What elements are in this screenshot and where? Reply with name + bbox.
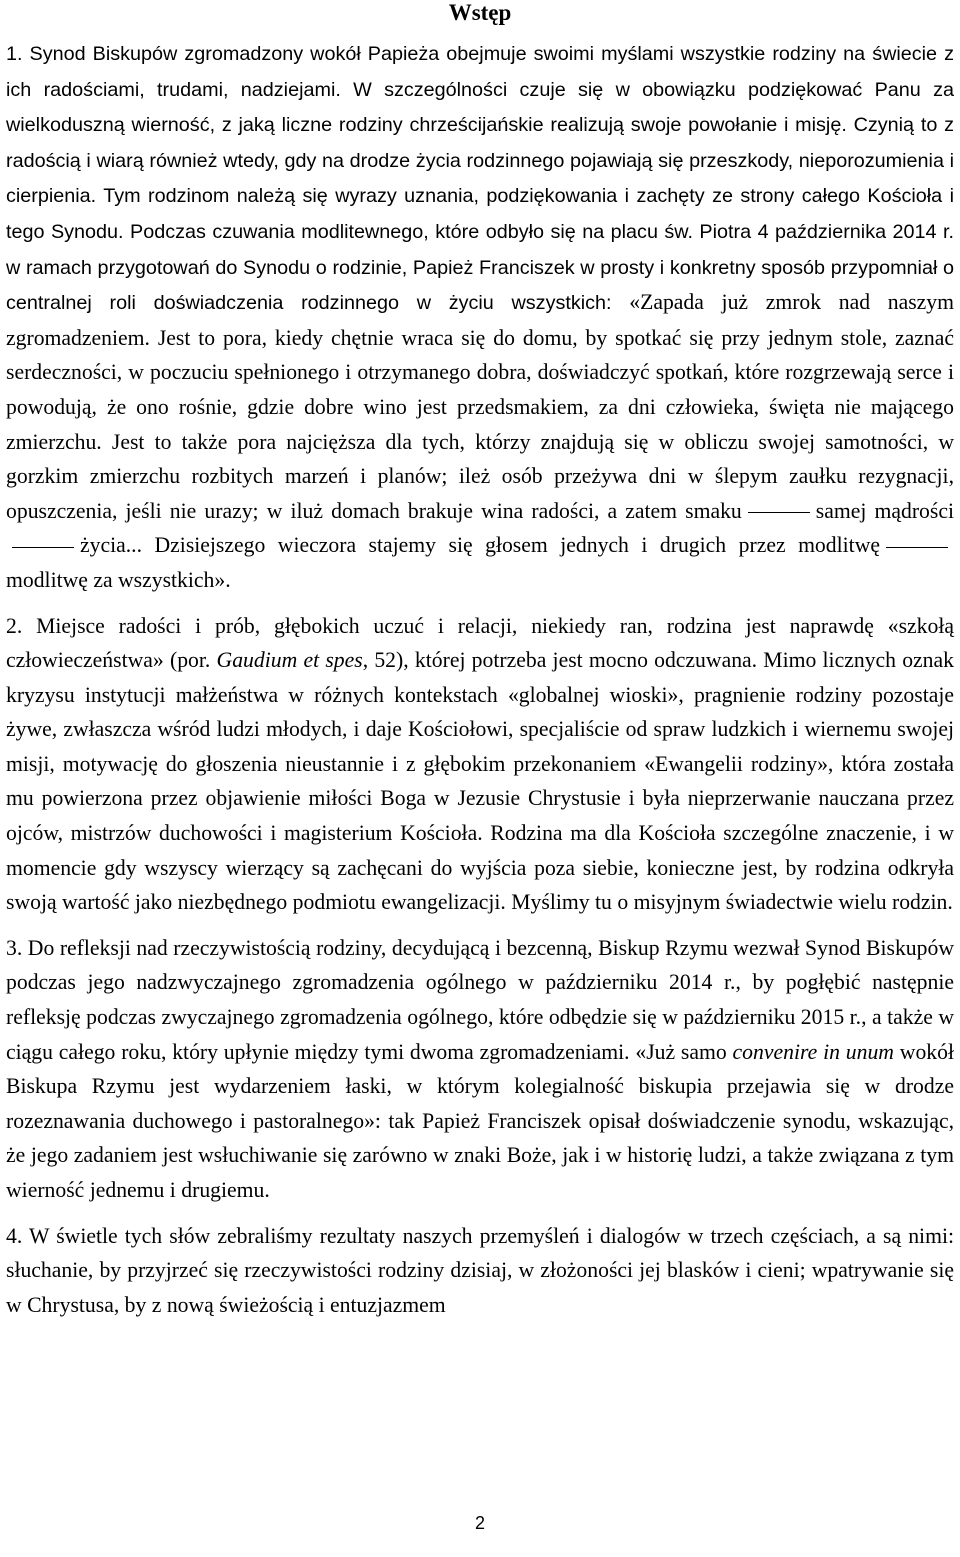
- paragraph-3-text-a: 3. Do refleksji nad rzeczywistością rodziny, decydującą i bezcenną, Biskup Rzymu wezwał Synod Biskupów podczas jego nadzwyczajnego zgromadzenia ogólnego w październiku 2014 r., by pogłębić następnie refleksję podczas zwyczajnego zgromadzenia ogólnego, które odbędzie się w październiku 2015 r., a także w ciągu całego roku, który upłynie między tymi dwoma zgromadzeniami. «Już samo: [6, 935, 954, 1064]
- paragraph-3-text-b: wokół Biskupa Rzymu jest wydarzeniem łaski, w którym kolegialność biskupia przejawia się w drodze rozeznawania duchowego i pastoralnego»: tak Papież Franciszek opisał doświadczenie synodu, wskazując, że jego zadaniem jest wsłuchiwanie się zarówno w znaki Boże, jak i w historię ludzi, a także związana z tym wierność jednemu i drugiemu.: [6, 1039, 954, 1202]
- paragraph-4: [6, 1219, 954, 1323]
- paragraph-1-quote-a: «Zapada już zmrok nad naszym zgromadzeniem. Jest to pora, kiedy chętnie wraca się do domu, by spotkać się przy jednym stole, zaznać serdeczności, w poczuciu spełnionego i otrzymanego dobra, doświadczyć spotkań, które rozgrzewają serce i powodują, że ono rośnie, gdzie dobre wino jest przedsmakiem, za dni człowieka, święta nie mającego zmierzchu. Jest to także pora najcięższa dla tych, którzy znajdują się w obliczu swojej samotności, w gorzkim zmierzchu rozbitych marzeń i planów; ileż osób przeżywa dni w ślepym zaułku rezygnacji, opuszczenia, jeśli nie urazy; w iluż domach brakuje wina radości, a zatem smaku: [6, 290, 954, 523]
- paragraph-1: [6, 36, 954, 598]
- em-dash-line: [748, 512, 810, 513]
- page-title: Wstęp: [448, 0, 512, 25]
- page-number: 2: [474, 1513, 485, 1533]
- paragraph-2-text-a: 2. Miejsce radości i prób, głębokich uczuć i relacji, niekiedy ran, rodzina jest naprawdę «szkołą człowieczeństwa» (por.: [6, 613, 954, 673]
- paragraph-2-text-b: , 52), której potrzeba jest mocno odczuwana. Mimo licznych oznak kryzysu instytucji małżeństwa w różnych kontekstach «globalnej wioski», pragnienie rodziny pozostaje żywe, zwłaszcza wśród ludzi młodych, i daje Kościołowi, specjaliście od spraw ludzkich i wiernemu swojej misji, motywację do głoszenia nieustannie i z głębokim przekonaniem «Ewangelii rodziny», która została mu powierzona przez objawienie miłości Boga w Jezusie Chrystusie i była nieprzerwanie nauczana przez ojców, mistrzów duchowości i magisterium Kościoła. Rodzina ma dla Kościoła szczególne znaczenie, i w momencie gdy wszyscy wierzący są zachęcani do wyjścia poza siebie, konieczne jest, by rodzina odkryła swoją wartość jako niezbędnego podmiotu ewangelizacji. Myślimy tu o misyjnym świadectwie wielu rodzin.: [6, 648, 954, 915]
- paragraph-4-text: 4. W świetle tych słów zebraliśmy rezultaty naszych przemyśleń i dialogów w trzech częściach, a są nimi: słuchanie, by przyjrzeć się rzeczywistości rodziny dzisiaj, w złożoności jej blasków i cieni; wpatrywanie się w Chrystusa, by z nową świeżością i entuzjazmem: [6, 1223, 954, 1317]
- em-dash-line: [12, 547, 74, 548]
- paragraph-3-latin-phrase: convenire in unum: [732, 1039, 894, 1064]
- paragraph-3: [6, 931, 954, 1208]
- document-page: [6, 0, 954, 1322]
- paragraph-1-quote-d: modlitwę za wszystkich».: [6, 567, 231, 592]
- paragraph-2-citation-title: Gaudium et spes: [216, 648, 363, 673]
- paragraph-1-quote-c: życia... Dzisiejszego wieczora stajemy się głosem jednych i drugich przez modlitwę: [80, 533, 880, 558]
- paragraph-1-quote-b: samej mądrości: [815, 498, 954, 523]
- paragraph-1-text-a: 1. Synod Biskupów zgromadzony wokół Papieża obejmuje swoimi myślami wszystkie rodziny na świecie z ich radościami, trudami, nadziejami. W szczególności czuje się w obowiązku podziękować Panu za wielkoduszną wierność, z jaką liczne rodziny chrześcijańskie realizują swoje powołanie i misję. Czynią to z radością i wiarą również wtedy, gdy na drodze życia rodzinnego pojawiają się przeszkody, nieporozumienia i cierpienia. Tym rodzinom należą się wyrazy uznania, podziękowania i zachęty ze strony całego Kościoła i tego Synodu. Podczas czuwania modlitewnego, które odbyło się na placu św. Piotra 4 października 2014 r. w ramach przygotowań do Synodu o rodzinie, Papież Franciszek w prosty i konkretny sposób przypomniał o centralnej roli doświadczenia rodzinnego w życiu wszystkich:: [6, 43, 954, 315]
- em-dash-line: [886, 547, 948, 548]
- paragraph-2: [6, 609, 954, 920]
